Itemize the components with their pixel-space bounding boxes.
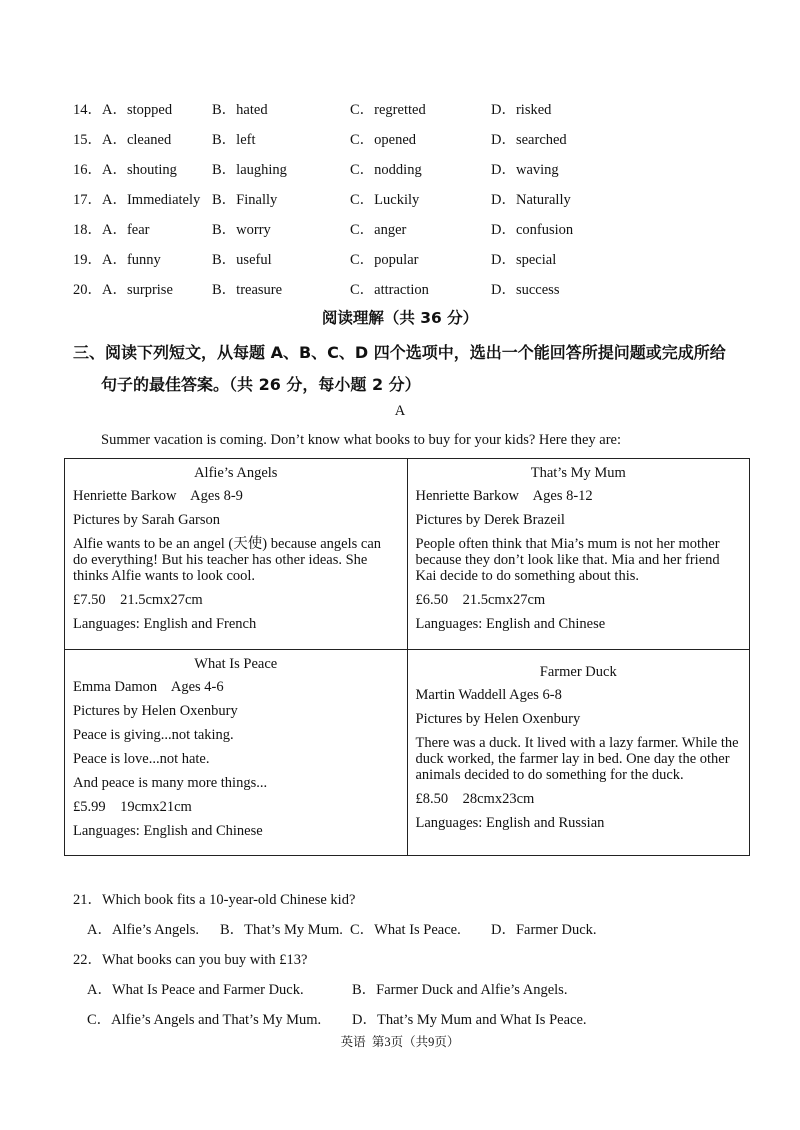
option-c: C．Luckily <box>350 192 420 208</box>
option-d: D．risked <box>491 102 552 118</box>
book-pictures: Pictures by Derek Brazeil <box>415 512 565 528</box>
passage-letter: A <box>394 403 406 419</box>
book-description-line: Peace is giving...not taking. <box>73 727 234 743</box>
book-cell-alfies-angels <box>65 459 408 650</box>
question-21-option-d[interactable]: D．Farmer Duck. <box>491 922 597 938</box>
book-table <box>64 458 750 856</box>
book-author-age: Henriette Barkow Ages 8-9 <box>73 488 243 504</box>
option-a: 14．A．stopped <box>73 102 173 118</box>
option-c: C．nodding <box>350 162 422 178</box>
book-title: That’s My Mum <box>530 465 626 481</box>
option-a: 20．A．surprise <box>73 282 173 298</box>
option-d: D．success <box>491 282 560 298</box>
question-22-option-d[interactable]: D．That’s My Mum and What Is Peace. <box>352 1012 587 1028</box>
book-title: Alfie’s Angels <box>194 465 278 481</box>
question-21-option-a[interactable]: A．Alfie’s Angels. <box>87 922 199 938</box>
book-languages: Languages: English and Russian <box>415 815 605 831</box>
option-c: C．popular <box>350 252 419 268</box>
book-languages: Languages: English and Chinese <box>73 823 263 839</box>
book-author-age: Emma Damon Ages 4-6 <box>73 679 224 695</box>
cloze-row-20 <box>0 278 800 300</box>
book-pictures: Pictures by Helen Oxenbury <box>415 711 581 727</box>
cloze-row-19 <box>0 248 800 270</box>
book-description: People often think that Mia’s mum is not her mother because they don’t look like that. Mia and her friend Kai decide to do something about this. <box>415 536 720 584</box>
book-author-age: Henriette Barkow Ages 8-12 <box>415 488 593 504</box>
option-b: B．treasure <box>212 282 283 298</box>
book-description-line: Peace is love...not hate. <box>73 751 210 767</box>
option-b: B．worry <box>212 222 271 238</box>
book-cell-what-is-peace <box>65 650 408 856</box>
book-description: There was a duck. It lived with a lazy farmer. While the duck worked, the farmer lay in bed. One day the other animals decided to do something for the duck. <box>415 735 739 783</box>
book-price-size: £6.50 21.5cmx27cm <box>415 592 546 608</box>
question-22-option-c[interactable]: C．Alfie’s Angels and That’s My Mum. <box>87 1012 322 1028</box>
option-d: D．confusion <box>491 222 574 238</box>
option-d: D．searched <box>491 132 567 148</box>
option-b: B．laughing <box>212 162 287 178</box>
page-footer: 英语 第3页（共9页） <box>340 1035 460 1049</box>
book-description-line: And peace is many more things... <box>73 775 268 791</box>
option-a: 19．A．funny <box>73 252 161 268</box>
section-instruction-line1: 三、阅读下列短文，从每题 A、B、C、D 四个选项中，选出一个能回答所提问题或完成所给 <box>73 343 726 362</box>
book-pictures: Pictures by Sarah Garson <box>73 512 220 528</box>
book-description: Alfie wants to be an angel (天使) because angels can do everything! But his teacher has other ideas. She thinks Alfie wants to look cool. <box>73 536 382 584</box>
option-c: C．attraction <box>350 282 429 298</box>
book-languages: Languages: English and French <box>73 616 257 632</box>
option-c: C．opened <box>350 132 417 148</box>
option-b: B．useful <box>212 252 272 268</box>
option-a: 17．A．Immediately <box>73 192 201 208</box>
cloze-row-16 <box>0 158 800 180</box>
cloze-row-14 <box>0 98 800 120</box>
book-price-size: £5.99 19cmx21cm <box>73 799 192 815</box>
question-21-option-b[interactable]: B．That’s My Mum. <box>220 922 343 938</box>
book-cell-thats-my-mum <box>407 459 750 650</box>
book-languages: Languages: English and Chinese <box>415 616 606 632</box>
option-d: D．special <box>491 252 557 268</box>
option-d: D．Naturally <box>491 192 571 208</box>
option-c: C．regretted <box>350 102 426 118</box>
cloze-row-18 <box>0 218 800 240</box>
book-title: What Is Peace <box>194 656 278 672</box>
option-a: 18．A．fear <box>73 222 150 238</box>
book-author-age: Martin Waddell Ages 6-8 <box>415 687 562 703</box>
option-c: C．anger <box>350 222 407 238</box>
book-title: Farmer Duck <box>539 664 617 680</box>
section-heading: 阅读理解（共 36 分） <box>321 309 479 327</box>
option-a: 15．A．cleaned <box>73 132 172 148</box>
section-instruction-line2: 句子的最佳答案。（共 26 分，每小题 2 分） <box>101 375 421 394</box>
book-cell-farmer-duck <box>407 650 750 856</box>
book-price-size: £8.50 28cmx23cm <box>415 791 535 807</box>
option-b: B．left <box>212 132 256 148</box>
question-22: 22．What books can you buy with £13? <box>73 952 308 968</box>
passage-intro: Summer vacation is coming. Don’t know what books to buy for your kids? Here they are: <box>101 432 622 448</box>
option-a: 16．A．shouting <box>73 162 177 178</box>
question-22-option-a[interactable]: A．What Is Peace and Farmer Duck. <box>87 982 304 998</box>
book-price-size: £7.50 21.5cmx27cm <box>73 592 203 608</box>
cloze-row-17 <box>0 188 800 210</box>
option-b: B．Finally <box>212 192 278 208</box>
question-22-option-b[interactable]: B．Farmer Duck and Alfie’s Angels. <box>352 982 568 998</box>
option-d: D．waving <box>491 162 559 178</box>
book-pictures: Pictures by Helen Oxenbury <box>73 703 238 719</box>
question-21-option-c[interactable]: C．What Is Peace. <box>350 922 461 938</box>
question-21: 21．Which book fits a 10-year-old Chinese kid? <box>73 892 356 908</box>
option-b: B．hated <box>212 102 268 118</box>
cloze-row-15 <box>0 128 800 150</box>
